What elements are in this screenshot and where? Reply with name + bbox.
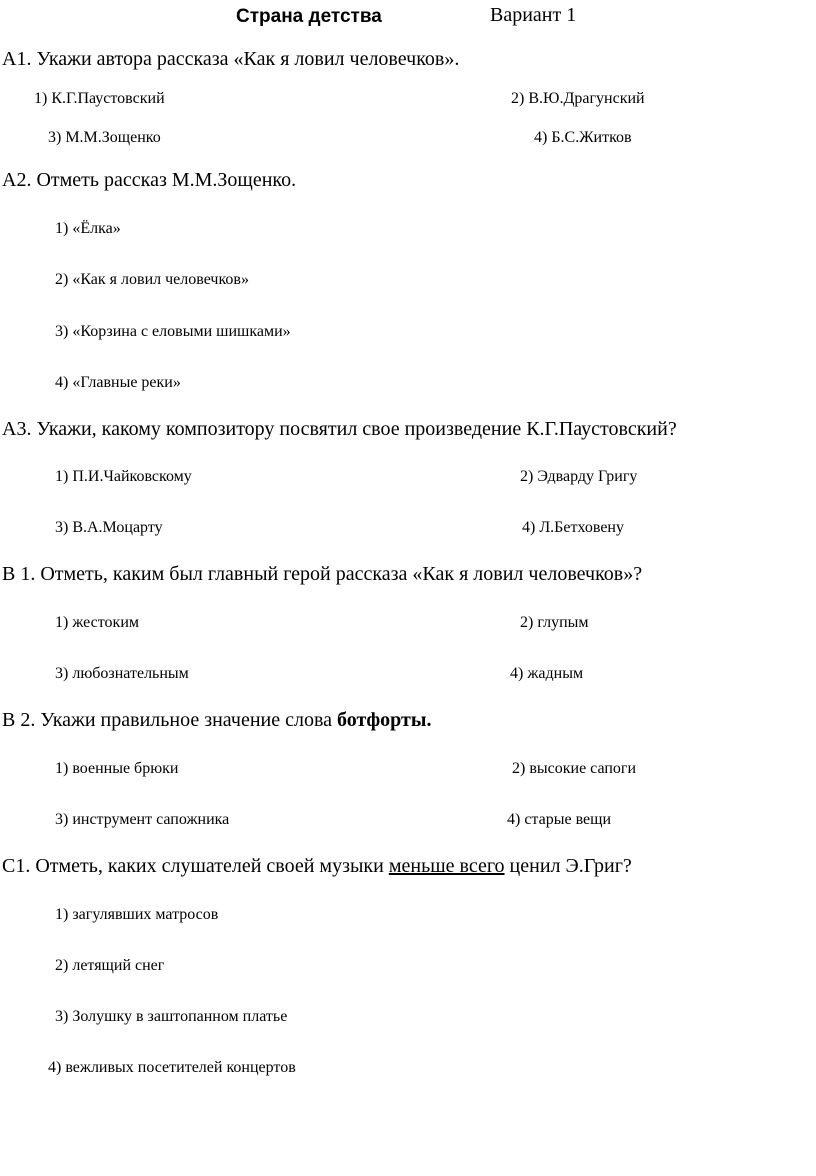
a2-option-2: 2) «Как я ловил человечков» <box>55 271 249 288</box>
c1-option-1: 1) загулявших матросов <box>55 906 219 923</box>
b2-option-1: 1) военные брюки <box>55 760 179 777</box>
variant-label: Вариант 1 <box>490 4 577 26</box>
a3-option-2: 2) Эдварду Григу <box>520 468 638 485</box>
a1-option-1: 1) К.Г.Паустовский <box>34 90 165 107</box>
a2-option-1: 1) «Ёлка» <box>55 220 121 237</box>
a1-option-3: 3) М.М.Зощенко <box>48 129 161 146</box>
b2-option-3: 3) инструмент сапожника <box>55 811 230 828</box>
b1-option-1: 1) жестоким <box>55 614 140 631</box>
c1-text-underline: меньше всего <box>388 855 505 877</box>
b2-text-prefix: В 2. Укажи правильное значение слова <box>2 709 338 731</box>
page-title: Страна детства <box>236 6 382 27</box>
a1-option-4: 4) Б.С.Житков <box>534 129 632 146</box>
a3-option-4: 4) Л.Бетховену <box>522 519 624 536</box>
question-c1 <box>2 855 632 878</box>
a3-option-3: 3) В.А.Моцарту <box>55 519 163 536</box>
c1-option-3: 3) Золушку в заштопанном платье <box>55 1008 288 1025</box>
question-b2 <box>2 709 431 732</box>
a3-option-1: 1) П.И.Чайковскому <box>55 468 192 485</box>
question-b1: В 1. Отметь, каким был главный герой рассказа «Как я ловил человечков»? <box>2 563 643 585</box>
c1-option-2: 2) летящий снег <box>55 957 165 974</box>
question-a2: А2. Отметь рассказ М.М.Зощенко. <box>2 169 297 191</box>
b1-option-4: 4) жадным <box>510 665 584 682</box>
b2-option-4: 4) старые вещи <box>507 811 612 828</box>
b1-option-3: 3) любознательным <box>55 665 189 682</box>
a1-option-2: 2) В.Ю.Драгунский <box>511 90 645 107</box>
c1-text-suffix: ценил Э.Григ? <box>504 855 632 877</box>
a2-option-4: 4) «Главные реки» <box>55 374 181 391</box>
a2-option-3: 3) «Корзина с еловыми шишками» <box>55 323 291 340</box>
b1-option-2: 2) глупым <box>520 614 589 631</box>
question-a1: А1. Укажи автора рассказа «Как я ловил человечков». <box>2 48 460 70</box>
b2-option-2: 2) высокие сапоги <box>512 760 637 777</box>
b2-text-bold: ботфорты. <box>337 709 432 731</box>
c1-text-prefix: С1. Отметь, каких слушателей своей музыки <box>2 855 389 877</box>
c1-option-4: 4) вежливых посетителей концертов <box>48 1059 296 1076</box>
question-a3: А3. Укажи, какому композитору посвятил свое произведение К.Г.Паустовский? <box>2 418 677 440</box>
